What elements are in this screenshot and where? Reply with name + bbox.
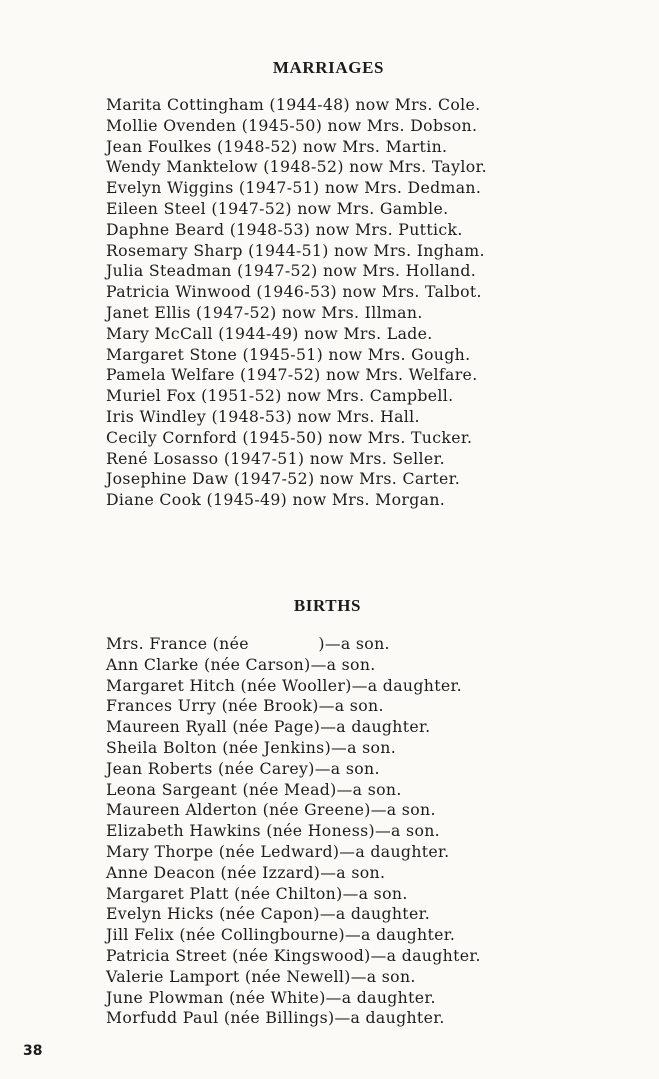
marriage-entry: Daphne Beard (1948-53) now Mrs. Puttick. bbox=[106, 219, 463, 239]
birth-entry: Evelyn Hicks (née Capon)—a daughter. bbox=[106, 904, 431, 924]
marriage-entry: Jean Foulkes (1948-52) now Mrs. Martin. bbox=[106, 136, 448, 156]
birth-entry: Elizabeth Hawkins (née Honess)—a son. bbox=[106, 821, 441, 841]
marriage-entry: Muriel Fox (1951-52) now Mrs. Campbell. bbox=[106, 386, 454, 406]
birth-entry: Jill Felix (née Collingbourne)—a daughter. bbox=[106, 925, 456, 945]
marriage-entry: Janet Ellis (1947-52) now Mrs. Illman. bbox=[106, 302, 423, 322]
birth-entry: Maureen Alderton (née Greene)—a son. bbox=[106, 800, 436, 820]
birth-entry: Frances Urry (née Brook)—a son. bbox=[106, 696, 384, 716]
births-list bbox=[106, 634, 481, 1029]
marriages-heading: MARRIAGES bbox=[272, 58, 385, 77]
marriage-entry: Mary McCall (1944-49) now Mrs. Lade. bbox=[106, 323, 433, 343]
marriage-entry: Diane Cook (1945-49) now Mrs. Morgan. bbox=[106, 490, 446, 510]
birth-entry: Margaret Hitch (née Wooller)—a daughter. bbox=[106, 675, 462, 695]
birth-entry: Anne Deacon (née Izzard)—a son. bbox=[106, 862, 386, 882]
marriage-entry: Rosemary Sharp (1944-51) now Mrs. Ingham. bbox=[106, 240, 485, 260]
birth-entry: Maureen Ryall (née Page)—a daughter. bbox=[106, 717, 431, 737]
marriage-entry: Margaret Stone (1945-51) now Mrs. Gough. bbox=[106, 344, 471, 364]
birth-entry: Margaret Platt (née Chilton)—a son. bbox=[106, 883, 408, 903]
birth-entry: Patricia Street (née Kingswood)—a daughter. bbox=[106, 945, 481, 965]
marriage-entry: Evelyn Wiggins (1947-51) now Mrs. Dedman. bbox=[106, 178, 482, 198]
marriage-entry: Eileen Steel (1947-52) now Mrs. Gamble. bbox=[106, 198, 449, 218]
birth-entry: June Plowman (née White)—a daughter. bbox=[106, 987, 436, 1007]
marriage-entry: René Losasso (1947-51) now Mrs. Seller. bbox=[106, 448, 445, 468]
birth-entry: Ann Clarke (née Carson)—a son. bbox=[106, 654, 376, 674]
marriage-entry: Marita Cottingham (1944-48) now Mrs. Cole. bbox=[106, 95, 481, 114]
marriages-list bbox=[106, 95, 487, 511]
marriage-entry: Wendy Manktelow (1948-52) now Mrs. Taylor. bbox=[106, 157, 487, 177]
birth-entry: Leona Sargeant (née Mead)—a son. bbox=[106, 779, 402, 799]
birth-entry: Jean Roberts (née Carey)—a son. bbox=[106, 758, 380, 778]
marriage-entry: Iris Windley (1948-53) now Mrs. Hall. bbox=[106, 406, 420, 426]
birth-entry: Valerie Lamport (née Newell)—a son. bbox=[106, 966, 416, 986]
marriage-entry: Josephine Daw (1947-52) now Mrs. Carter. bbox=[106, 469, 461, 489]
marriage-entry: Patricia Winwood (1946-53) now Mrs. Talbot. bbox=[106, 282, 482, 302]
birth-entry: Mary Thorpe (née Ledward)—a daughter. bbox=[106, 841, 450, 861]
marriage-entry: Julia Steadman (1947-52) now Mrs. Holland. bbox=[106, 261, 477, 281]
marriage-entry: Mollie Ovenden (1945-50) now Mrs. Dobson. bbox=[106, 115, 478, 135]
birth-entry: Sheila Bolton (née Jenkins)—a son. bbox=[106, 737, 397, 757]
birth-entry: Mrs. France (née )—a son. bbox=[106, 634, 390, 653]
births-heading: BIRTHS bbox=[293, 596, 362, 615]
marriage-entry: Pamela Welfare (1947-52) now Mrs. Welfare. bbox=[106, 365, 478, 385]
birth-entry: Morfudd Paul (née Billings)—a daughter. bbox=[106, 1008, 445, 1028]
page-number: 38 bbox=[23, 1043, 43, 1059]
marriage-entry: Cecily Cornford (1945-50) now Mrs. Tucker. bbox=[106, 427, 473, 447]
